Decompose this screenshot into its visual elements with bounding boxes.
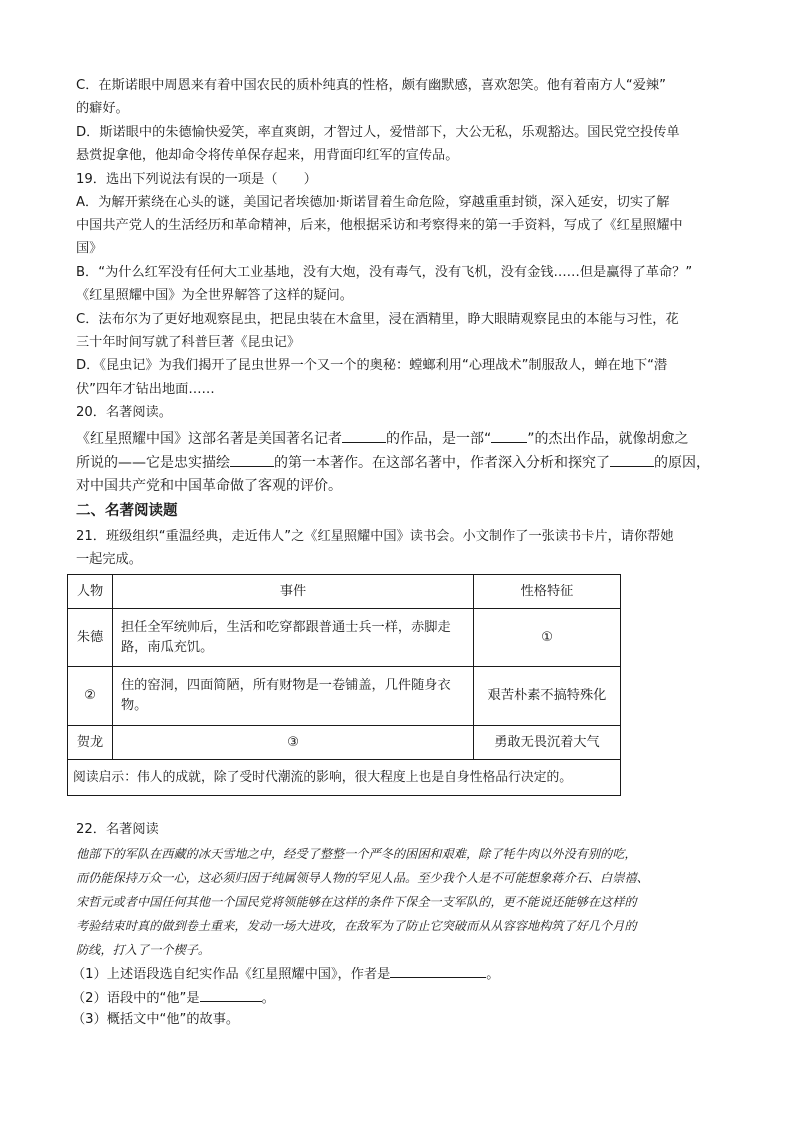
q20-line2 — [76, 452, 710, 473]
q22-sub1-text: （1）上述语段选自纪实作品《红星照耀中国》，作者是 — [72, 967, 391, 982]
q22-sub2-end: 。 — [261, 991, 275, 1006]
q22-passage-line3: 宋哲元或者中国任何其他一个国民党将领能够在这样的条件下保全一支军队的，更不能说还能够在这样的 — [76, 895, 637, 909]
q22-sub1 — [72, 963, 499, 985]
q22-passage-line1: 他部下的军队在西藏的冰天雪地之中，经受了整整一个严冬的困困和艰难，除了牦牛肉以外没有别的吃， — [76, 847, 637, 861]
table-row — [68, 667, 621, 726]
q19-option-b-line1: B．“为什么红军没有任何大工业基地，没有大炮，没有毒气，没有飞机，没有金钱……但是赢得了革命？” — [76, 265, 693, 280]
q19-option-a-line3: 国》 — [76, 241, 103, 256]
q20-line1 — [76, 428, 689, 449]
q18-option-d-line2: 悬赏捉拿他，他却命令将传单保存起来，用背面印红军的宣传品。 — [76, 148, 459, 163]
q18-option-d-line1: D．斯诺眼中的朱德愉快爱笑，率直爽朗，才智过人，爱惜部下，大公无私，乐观豁达。国民党空投传单 — [76, 125, 680, 140]
answer-blank[interactable] — [230, 452, 274, 467]
q18-option-c-line2: 的癖好。 — [76, 101, 129, 116]
q22-passage-line5: 防线，打入了一个楔子。 — [76, 943, 211, 957]
reading-card-table — [67, 574, 621, 796]
q20-stem: 20．名著阅读。 — [76, 405, 172, 420]
trait-cell[interactable]: ① — [474, 609, 621, 667]
q19-stem: 19．选出下列说法有误的一项是（ ） — [76, 172, 317, 187]
q19-option-a-line2: 中国共产党人的生活经历和革命精神，后来，他根据采访和考察得来的第一手资料，写成了《红星照耀中 — [76, 218, 683, 233]
answer-blank[interactable] — [491, 428, 527, 443]
trait-cell: 勇敢无畏沉着大气 — [474, 726, 621, 760]
q22-passage-line4: 考验结束时真的做到卷土重来，发动一场大进攻，在敌军为了防止它突破而从从容容地构筑了好几个月的 — [76, 919, 637, 933]
event-cell: 担任全军统帅后，生活和吃穿都跟普通士兵一样，赤脚走 路，南瓜充饥。 — [113, 609, 474, 667]
q21-stem-line1: 21．班级组织“重温经典，走近伟人”之《红星照耀中国》读书会。小文制作了一张读书卡片，请你帮她 — [76, 529, 674, 544]
section-title: 二、名著阅读题 — [76, 503, 178, 519]
q20-text: 《红星照耀中国》这部名著是美国著名记者 — [76, 431, 342, 447]
q19-option-d-line2: 伏”四年才钻出地面…… — [76, 382, 215, 397]
header-person: 人物 — [68, 575, 113, 609]
person-cell: 贺龙 — [68, 726, 113, 760]
q22-sub1-end: 。 — [486, 967, 500, 982]
q20-line3: 对中国共产党和中国革命做了客观的评价。 — [76, 478, 342, 494]
q22-passage-line2: 而仍能保持万众一心，这必须归因于纯属领导人物的罕见人品。至少我个人是不可能想象蒋介石、白崇禧、 — [76, 871, 649, 885]
reading-insight: 阅读启示：伟人的成就，除了受时代潮流的影响，很大程度上也是自身性格品行决定的。 — [68, 760, 621, 796]
q20-text: 的第一本著作。在这部名著中，作者深入分析和探究了 — [274, 455, 610, 471]
q19-option-c-line2: 三十年时间写就了科普巨著《昆虫记》 — [76, 335, 301, 350]
table-row — [68, 726, 621, 760]
answer-blank[interactable] — [342, 428, 386, 443]
q22-sub3: （3）概括文中“他”的故事。 — [72, 1012, 240, 1027]
q22-sub2 — [72, 987, 275, 1009]
q19-option-d-line1: D．《昆虫记》为我们揭开了昆虫世界一个又一个的奥秘：螳螂利用“心理战术”制服敌人，蝉在地下“潜 — [76, 358, 668, 373]
event-cell[interactable]: ③ — [113, 726, 474, 760]
q20-text: 的原因， — [654, 455, 710, 471]
q18-option-c-line1: C．在斯诺眼中周恩来有着中国农民的质朴纯真的性格，颇有幽默感，喜欢恕笑。他有着南方人“爱辣” — [76, 78, 666, 93]
trait-cell: 艰苦朴素不搞特殊化 — [474, 667, 621, 726]
person-cell[interactable]: ② — [68, 667, 113, 726]
q19-option-a-line1: A．为解开萦绕在心头的谜，美国记者埃德加·斯诺冒着生命危险，穿越重重封锁，深入延安，切实了解 — [76, 195, 670, 210]
q21-stem-line2: 一起完成。 — [76, 552, 142, 567]
table-row — [68, 609, 621, 667]
answer-blank[interactable] — [390, 963, 486, 978]
table-header-row — [68, 575, 621, 609]
event-cell: 住的窑洞，四面简陋，所有财物是一卷铺盖，几件随身衣 物。 — [113, 667, 474, 726]
q22-stem: 22．名著阅读 — [76, 822, 159, 837]
answer-blank[interactable] — [200, 987, 262, 1002]
q20-text: ”的杰出作品，就像胡愈之 — [527, 431, 689, 447]
person-cell: 朱德 — [68, 609, 113, 667]
q19-option-b-line2: 《红星照耀中国》为全世界解答了这样的疑问。 — [76, 288, 353, 303]
header-trait: 性格特征 — [474, 575, 621, 609]
header-event: 事件 — [113, 575, 474, 609]
q22-sub2-text: （2）语段中的“他”是 — [72, 991, 200, 1006]
q20-text: 所说的——它是忠实描绘 — [76, 455, 230, 471]
table-footer-row — [68, 760, 621, 796]
q20-text: 的作品，是一部“ — [386, 431, 492, 447]
q19-option-c-line1: C．法布尔为了更好地观察昆虫，把昆虫装在木盒里，浸在酒精里，睁大眼睛观察昆虫的本能与习性，花 — [76, 312, 679, 327]
answer-blank[interactable] — [610, 452, 654, 467]
